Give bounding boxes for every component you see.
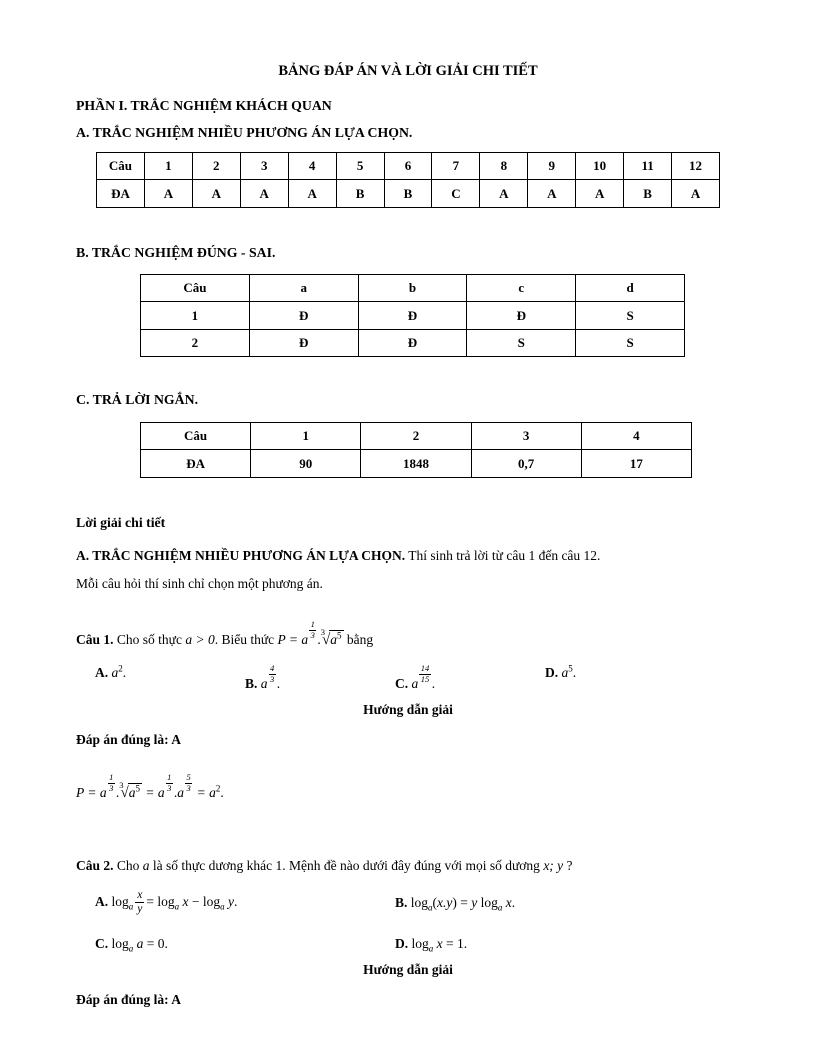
frac-numerator: 1: [167, 772, 172, 783]
table-cell: 8: [480, 152, 528, 180]
table-cell: 5: [336, 152, 384, 180]
q2-correct-answer: Đáp án đúng là: A: [76, 991, 182, 1007]
detail-a-rest: Thí sinh trả lời từ câu 1 đến câu 12.: [405, 547, 601, 563]
q1-option-d: [545, 664, 695, 693]
period: .: [164, 935, 168, 951]
option-label: C.: [395, 675, 409, 691]
paren-close: ): [452, 894, 457, 910]
inline-fraction: [135, 889, 144, 916]
table-cell: A: [192, 180, 240, 208]
option-label: A.: [95, 893, 109, 909]
period: .: [276, 675, 281, 691]
table-row: [97, 180, 720, 208]
frac-denominator: 3: [109, 783, 114, 794]
math-exponent: 5: [337, 630, 342, 641]
q2-option-a: [95, 889, 395, 916]
table-cell: B: [384, 180, 432, 208]
math-var: a: [561, 664, 569, 680]
q1-text-1: Cho số thực: [113, 632, 186, 648]
question-2-statement: [76, 849, 740, 875]
math-var: a: [128, 785, 136, 801]
period: .: [511, 894, 516, 910]
table-cell: 3: [471, 422, 581, 450]
table-cell: 4: [581, 422, 691, 450]
q2-options: [76, 889, 740, 953]
log-fn: log: [410, 894, 429, 910]
math-minus: − log: [191, 893, 221, 909]
exponent-fraction: [269, 664, 276, 685]
frac-denominator: 3: [167, 783, 172, 794]
table-cell: Đ: [358, 302, 467, 330]
table-cell: 9: [528, 152, 576, 180]
exponent-fraction: [166, 773, 173, 794]
frac-numerator: 4: [270, 662, 275, 673]
q2-text-1: Cho: [113, 858, 143, 874]
q1-guide-heading: Hướng dẫn giải: [363, 701, 453, 717]
math-eq: =: [460, 894, 472, 910]
math-dot: .: [317, 632, 321, 648]
table-cell: B: [624, 180, 672, 208]
option-label: B.: [395, 894, 408, 910]
table-cell: A: [288, 180, 336, 208]
cube-root: [321, 627, 344, 650]
log-base: a: [497, 902, 503, 913]
table-cell: b: [358, 274, 467, 302]
math-var: a: [411, 675, 419, 691]
table-row: [141, 274, 685, 302]
table-cell: 2: [361, 422, 471, 450]
period: .: [122, 664, 127, 680]
log-base: a: [174, 901, 180, 912]
math-exponent: 5: [568, 663, 573, 674]
table-cell: C: [432, 180, 480, 208]
table-cell: 6: [384, 152, 432, 180]
frac-denominator: 15: [420, 673, 430, 684]
root-index: 3: [320, 627, 326, 638]
table-cell: 2: [192, 152, 240, 180]
part1-heading: PHẦN I. TRẮC NGHIỆM KHÁCH QUAN: [76, 97, 332, 113]
root-index: 3: [119, 780, 124, 791]
log-base: a: [428, 902, 433, 913]
detail-a-lead: A. TRẮC NGHIỆM NHIỀU PHƯƠNG ÁN LỰA CHỌN.: [76, 547, 406, 563]
table-cell: 1: [251, 422, 361, 450]
table-cell: Đ: [249, 302, 358, 330]
q1-expression: [277, 619, 344, 648]
log-fn: log: [480, 894, 498, 910]
table-cell: A: [672, 180, 720, 208]
option-label: D.: [545, 664, 559, 680]
table-cell: 10: [576, 152, 624, 180]
q2-option-d: [395, 935, 740, 953]
frac-numerator: 1: [310, 619, 315, 630]
math-exponent: 2: [215, 783, 221, 794]
math-var: x: [505, 894, 512, 910]
math-vars: x; y: [543, 858, 564, 874]
detail-a-intro: [76, 545, 740, 568]
table-cell: 1: [141, 302, 250, 330]
log-fn: log: [111, 893, 129, 909]
multiple-choice-answer-table: [96, 152, 720, 208]
section-c-heading: C. TRẢ LỜI NGẮN.: [76, 392, 199, 408]
table-cell: B: [336, 180, 384, 208]
table-cell: 17: [581, 450, 691, 478]
math-dot: .: [115, 785, 120, 801]
math-var: a: [330, 632, 338, 648]
frac-numerator: 5: [186, 772, 191, 783]
detail-heading: Lời giải chi tiết: [76, 514, 166, 530]
option-label: A.: [95, 664, 109, 680]
period: .: [431, 675, 436, 691]
log-base: a: [220, 901, 225, 912]
table-cell: A: [240, 180, 288, 208]
math-arg: a: [136, 935, 144, 951]
cube-root: [119, 780, 142, 803]
math-var: a: [111, 664, 119, 680]
table-cell: 4: [288, 152, 336, 180]
period: .: [463, 935, 468, 951]
table-cell: S: [576, 329, 685, 357]
math-eq: = 1: [442, 935, 464, 951]
math-dot: .: [173, 785, 178, 801]
q1-text-3: bằng: [343, 632, 374, 648]
log-base: a: [128, 943, 134, 954]
table-row: [141, 302, 685, 330]
q1-solution: [76, 767, 740, 803]
exponent-fraction: [309, 620, 316, 641]
table-cell: ĐA: [97, 180, 145, 208]
exponent-fraction: [108, 773, 115, 794]
q1-condition: a > 0: [185, 632, 215, 648]
math-lhs: P = a: [76, 785, 107, 801]
math-lhs: P = a: [277, 632, 309, 648]
table-cell: A: [528, 180, 576, 208]
table-cell: 1: [144, 152, 192, 180]
q2-option-c: [95, 935, 395, 953]
math-var: y: [228, 893, 234, 909]
log-base: a: [428, 943, 434, 954]
table-cell: c: [467, 274, 576, 302]
log-base: a: [128, 901, 134, 912]
table-cell: 90: [251, 450, 361, 478]
table-cell: A: [480, 180, 528, 208]
paren-open: (: [432, 894, 438, 910]
exponent-fraction: [185, 773, 192, 794]
table-cell: a: [249, 274, 358, 302]
detail-a-line2: Mỗi câu hỏi thí sinh chỉ chọn một phương án.: [76, 576, 323, 592]
table-cell: d: [576, 274, 685, 302]
radicand: [329, 630, 343, 649]
frac-numerator: x: [135, 889, 144, 903]
q1-option-a: [95, 664, 245, 693]
question-1-statement: [76, 612, 740, 650]
table-row: [141, 450, 692, 478]
section-b-heading: B. TRẮC NGHIỆM ĐÚNG - SAI.: [76, 244, 276, 260]
table-cell: 3: [240, 152, 288, 180]
period: .: [234, 893, 238, 909]
table-cell: Câu: [97, 152, 145, 180]
math-arg: x: [436, 935, 443, 951]
period: .: [220, 785, 224, 801]
short-answer-table: [140, 422, 692, 478]
math-var: a: [142, 858, 150, 874]
frac-denominator: y: [137, 903, 143, 916]
math-exponent: 2: [118, 663, 123, 674]
math-var: a: [260, 675, 268, 691]
table-cell: 7: [432, 152, 480, 180]
math-step: = a: [145, 785, 165, 801]
math-var: a: [177, 785, 184, 801]
math-exponent: 5: [135, 783, 140, 794]
frac-denominator: 3: [270, 673, 275, 684]
table-cell: 11: [624, 152, 672, 180]
table-row: [141, 329, 685, 357]
radicand: [128, 783, 142, 802]
q1-correct-answer: Đáp án đúng là: A: [76, 732, 182, 748]
page-title: BẢNG ĐÁP ÁN VÀ LỜI GIẢI CHI TIẾT: [278, 63, 538, 79]
table-cell: 0,7: [471, 450, 581, 478]
frac-denominator: 3: [186, 783, 191, 794]
frac-numerator: 1: [109, 772, 114, 783]
table-cell: Câu: [141, 422, 251, 450]
q2-option-b: [395, 894, 740, 912]
q2-text-3: ?: [563, 858, 573, 874]
math-mid: = log: [146, 893, 175, 909]
frac-denominator: 3: [310, 630, 315, 641]
log-fn: log: [411, 935, 429, 951]
section-a-heading: A. TRẮC NGHIỆM NHIỀU PHƯƠNG ÁN LỰA CHỌN.: [76, 125, 413, 141]
q1-option-c: [395, 664, 545, 693]
table-cell: Đ: [467, 302, 576, 330]
math-var: x: [182, 893, 189, 909]
q2-guide-heading: Hướng dẫn giải: [363, 961, 453, 977]
option-label: C.: [95, 935, 109, 951]
table-cell: ĐA: [141, 450, 251, 478]
frac-numerator: 14: [420, 662, 430, 673]
true-false-answer-table: [140, 274, 685, 358]
option-label: B.: [245, 675, 258, 691]
table-cell: A: [576, 180, 624, 208]
table-cell: 12: [672, 152, 720, 180]
q1-options: [76, 664, 740, 693]
math-arg: x.y: [437, 894, 453, 910]
option-label: D.: [395, 935, 409, 951]
table-cell: Đ: [358, 329, 467, 357]
table-cell: A: [144, 180, 192, 208]
table-cell: Câu: [141, 274, 250, 302]
table-cell: 1848: [361, 450, 471, 478]
math-step: = a: [196, 785, 216, 801]
q2-label: Câu 2.: [76, 858, 114, 874]
q2-text-2: là số thực dương khác 1. Mệnh đề nào dưới đây đúng với mọi số dương: [149, 858, 544, 874]
math-eq: = 0: [143, 935, 165, 951]
table-cell: S: [576, 302, 685, 330]
log-fn: log: [111, 935, 129, 951]
table-row: [141, 422, 692, 450]
table-cell: Đ: [249, 329, 358, 357]
table-row: [97, 152, 720, 180]
q1-option-b: [245, 664, 395, 693]
exponent-fraction: [419, 664, 431, 685]
table-cell: S: [467, 329, 576, 357]
q1-label: Câu 1.: [76, 632, 114, 648]
q1-text-2: . Biểu thức: [214, 632, 278, 648]
table-cell: 2: [141, 329, 250, 357]
math-coef: y: [471, 894, 478, 910]
period: .: [572, 664, 577, 680]
